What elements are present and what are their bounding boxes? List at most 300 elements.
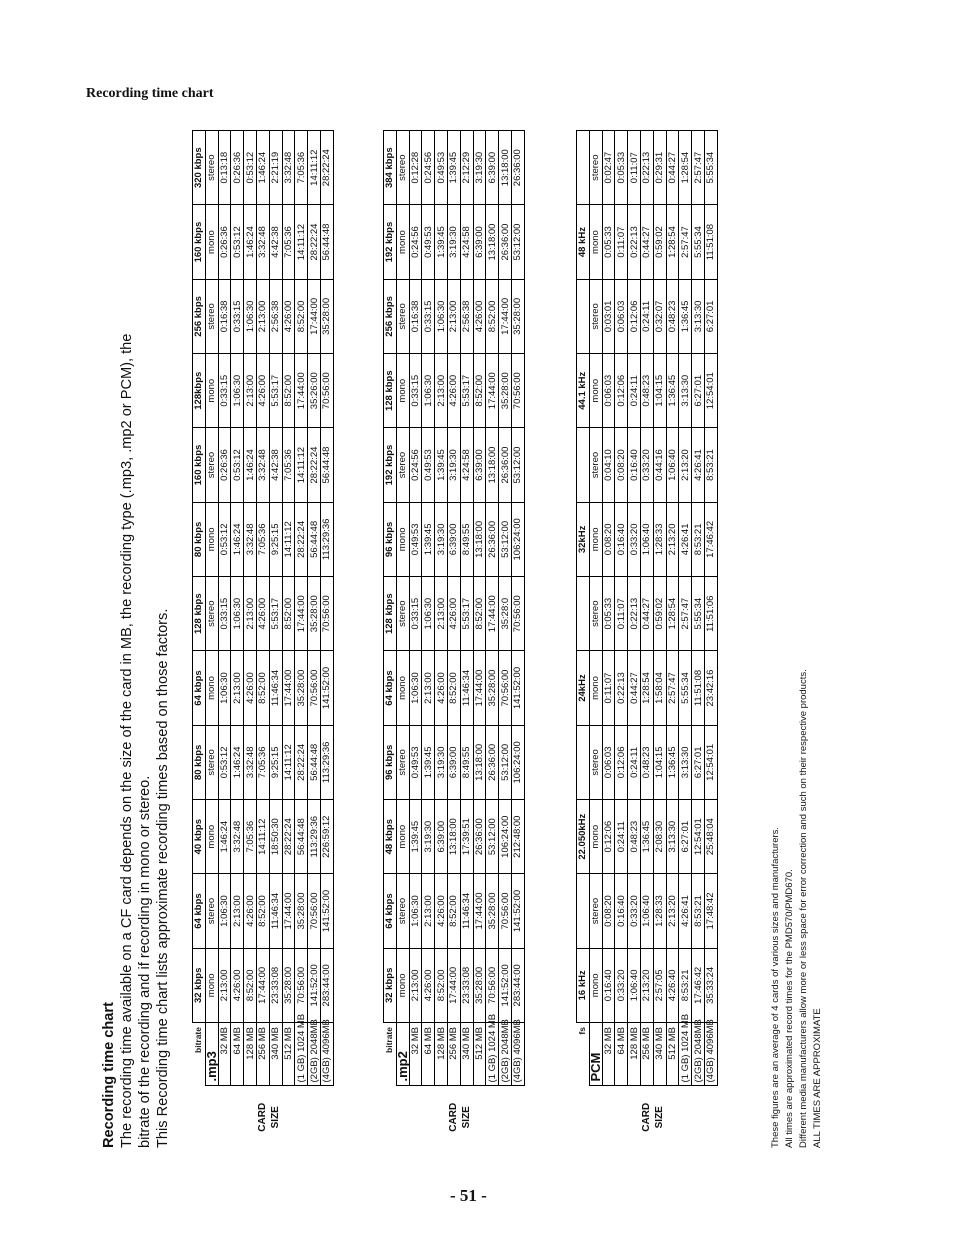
time-cell: 0:33:15 <box>218 354 231 428</box>
card-size-cell <box>435 1086 448 1148</box>
time-cell: 212:48:00 <box>511 800 524 874</box>
spacer-cell <box>193 1086 206 1148</box>
footnote: These figures are an average of 4 cards of various sizes and manufacturers. <box>770 826 781 1148</box>
row-card-size: 32 MB <box>218 1023 231 1087</box>
time-cell: 1:06:30 <box>231 354 244 428</box>
card-size-cell <box>486 1086 499 1148</box>
time-cell: 0:12:28 <box>409 131 422 205</box>
card-size-label: CARD <box>641 1102 653 1132</box>
row-card-size: (2GB) 2048MB <box>692 1023 705 1087</box>
time-cell: 2:13:00 <box>447 279 460 353</box>
card-size-label: SIZE <box>270 1106 282 1129</box>
time-cell: 0:06:03 <box>602 354 615 428</box>
time-cell: 6:39:00 <box>447 502 460 576</box>
time-cell: 2:57:47 <box>666 651 679 725</box>
row-card-size: (2GB) 2048MB <box>499 1023 512 1087</box>
time-cell: 1:36:45 <box>679 279 692 353</box>
channel-header: mono <box>396 651 409 725</box>
column-header: 44.1 kHz <box>577 354 590 428</box>
time-cell: 2:13:00 <box>244 577 257 651</box>
card-size-cell <box>460 1086 473 1148</box>
time-cell: 0:06:03 <box>615 279 628 353</box>
time-cell: 0:24:11 <box>640 279 653 353</box>
time-cell: 0:33:20 <box>615 948 628 1022</box>
time-cell: 0:49:53 <box>422 428 435 502</box>
time-cell: 0:33:15 <box>422 279 435 353</box>
time-cell: 2:13:20 <box>640 948 653 1022</box>
time-cell: 141:52:00 <box>320 874 333 948</box>
card-size-cell <box>409 1086 422 1148</box>
row-card-size: (4GB) 4096MB <box>704 1023 717 1087</box>
time-cell: 35:28:00 <box>320 279 333 353</box>
table-row <box>653 131 666 1149</box>
time-cell: 0:04:10 <box>602 428 615 502</box>
time-cell: 3:32:48 <box>256 205 269 279</box>
time-cell: 8:53:21 <box>704 428 717 502</box>
time-cell: 8:52:00 <box>473 577 486 651</box>
time-cell: 4:26:00 <box>435 651 448 725</box>
channel-header: stereo <box>205 874 218 948</box>
time-cell: 0:11:07 <box>615 577 628 651</box>
time-cell: 3:32:48 <box>256 428 269 502</box>
table-row <box>308 131 321 1149</box>
channel-header: stereo <box>589 577 602 651</box>
time-cell: 1:46:24 <box>244 205 257 279</box>
page-header: Recording time chart <box>86 86 214 101</box>
table-row <box>704 131 717 1149</box>
column-header: 256 kbps <box>384 279 397 353</box>
time-cell: 23:42:16 <box>704 651 717 725</box>
column-header: 32 kbps <box>193 948 206 1022</box>
time-cell: 106:24:00 <box>511 502 524 576</box>
card-size-cell <box>308 1086 321 1148</box>
time-cell: 2:13:00 <box>231 651 244 725</box>
card-size-cell <box>231 1086 244 1148</box>
channel-header: mono <box>205 948 218 1022</box>
time-cell: 6:39:00 <box>447 725 460 799</box>
time-cell: 12:54:01 <box>692 800 705 874</box>
time-cell: 70:56:00 <box>295 948 308 1022</box>
time-cell: 4:24:58 <box>460 205 473 279</box>
time-cell: 1:06:30 <box>422 354 435 428</box>
time-cell: 25:48:04 <box>704 800 717 874</box>
column-header: 320 kbps <box>193 131 206 205</box>
time-cell: 70:56:00 <box>308 651 321 725</box>
time-cell: 4:26:40 <box>666 948 679 1022</box>
time-cell: 0:12:06 <box>628 279 641 353</box>
table-row <box>409 131 422 1149</box>
time-cell: 1:06:30 <box>422 577 435 651</box>
column-header: 64 kbps <box>193 651 206 725</box>
table-row <box>295 131 308 1149</box>
card-size-cell <box>244 1086 257 1148</box>
time-cell: 2:57:05 <box>653 948 666 1022</box>
time-cell: 141:52:00 <box>499 948 512 1022</box>
table-row <box>447 131 460 1149</box>
time-cell: 0:22:13 <box>615 651 628 725</box>
time-cell: 35:28:00 <box>499 354 512 428</box>
time-cell: 2:13:00 <box>244 354 257 428</box>
card-size-cell <box>282 1086 295 1148</box>
time-cell: 6:27:01 <box>692 354 705 428</box>
table-row <box>282 131 295 1149</box>
table-row <box>256 131 269 1149</box>
table-row <box>640 131 653 1149</box>
recording-table-pcm <box>576 130 718 1148</box>
time-cell: 1:06:30 <box>435 279 448 353</box>
time-cell: 0:33:20 <box>628 502 641 576</box>
row-card-size: (4GB) 4096MB <box>511 1023 524 1087</box>
time-cell: 35:28:00 <box>282 948 295 1022</box>
time-cell: 2:13:20 <box>679 428 692 502</box>
row-card-size: 512 MB <box>282 1023 295 1087</box>
channel-header: mono <box>205 502 218 576</box>
time-cell: 1:39:45 <box>422 725 435 799</box>
time-cell: 2:21:19 <box>269 131 282 205</box>
format-label: PCM <box>589 1023 602 1087</box>
time-cell: 8:53:21 <box>692 874 705 948</box>
table-subheader-row <box>396 131 409 1149</box>
time-cell: 0:22:13 <box>628 205 641 279</box>
card-size-cell <box>628 1086 641 1148</box>
time-cell: 6:27:01 <box>704 279 717 353</box>
time-cell: 0:16:40 <box>615 502 628 576</box>
time-cell: 3:13:30 <box>666 800 679 874</box>
time-cell: 1:06:30 <box>244 279 257 353</box>
time-cell: 9:25:15 <box>269 725 282 799</box>
time-cell: 35:28:00 <box>295 651 308 725</box>
row-card-size: 64 MB <box>231 1023 244 1087</box>
column-header: 80 kbps <box>193 725 206 799</box>
table-row <box>628 131 641 1149</box>
time-cell: 1:46:24 <box>256 131 269 205</box>
card-size-label: SIZE <box>654 1106 666 1129</box>
time-cell: 1:04:15 <box>653 354 666 428</box>
time-cell: 17:44:00 <box>295 577 308 651</box>
time-cell: 0:24:56 <box>422 131 435 205</box>
card-size-label: SIZE <box>461 1106 473 1129</box>
time-cell: 70:56:00 <box>308 874 321 948</box>
time-cell: 2:13:00 <box>218 948 231 1022</box>
time-cell: 17:44:00 <box>486 577 499 651</box>
time-cell: 35:33:24 <box>704 948 717 1022</box>
table-header-row <box>384 131 397 1149</box>
table-row <box>244 131 257 1149</box>
time-cell: 3:19:30 <box>435 725 448 799</box>
time-cell: 28:22:24 <box>295 502 308 576</box>
time-cell: 0:49:53 <box>409 725 422 799</box>
time-cell: 13:18:00 <box>447 800 460 874</box>
time-cell: 13:18:00 <box>499 131 512 205</box>
channel-header: stereo <box>205 279 218 353</box>
channel-header: stereo <box>589 279 602 353</box>
spacer-cell <box>589 1086 602 1148</box>
time-cell: 0:08:20 <box>615 428 628 502</box>
time-cell: 1:39:45 <box>409 800 422 874</box>
time-cell: 0:48:23 <box>628 800 641 874</box>
intro-line: bitrate of the recording and if recording in mono or stereo. <box>137 775 153 1148</box>
time-cell: 8:52:00 <box>486 279 499 353</box>
column-header: 96 kbps <box>384 502 397 576</box>
time-cell: 8:52:00 <box>435 948 448 1022</box>
time-cell: 8:53:21 <box>679 948 692 1022</box>
time-cell: 3:32:48 <box>282 131 295 205</box>
channel-header: stereo <box>396 428 409 502</box>
table-row <box>692 131 705 1149</box>
time-cell: 11:46:34 <box>269 651 282 725</box>
time-cell: 5:55:34 <box>704 131 717 205</box>
time-cell: 0:11:07 <box>628 131 641 205</box>
time-cell: 35:28:00 <box>486 651 499 725</box>
column-header: 192 kbps <box>384 205 397 279</box>
time-cell: 1:39:45 <box>435 205 448 279</box>
column-header <box>577 874 590 948</box>
time-cell: 283:44:00 <box>511 948 524 1022</box>
time-cell: 141:52:00 <box>511 651 524 725</box>
table-row <box>615 131 628 1149</box>
table-row <box>499 131 512 1149</box>
time-cell: 106:24:00 <box>499 800 512 874</box>
column-header: 128 kbps <box>384 577 397 651</box>
time-cell: 35:28:00 <box>473 948 486 1022</box>
time-cell: 0:22:13 <box>628 577 641 651</box>
time-cell: 2:57:47 <box>692 131 705 205</box>
time-cell: 3:13:30 <box>679 725 692 799</box>
time-cell: 1:06:30 <box>231 577 244 651</box>
time-cell: 28:22:24 <box>295 725 308 799</box>
spacer-cell <box>384 1086 397 1148</box>
table-row <box>511 131 524 1149</box>
time-cell: 17:44:00 <box>447 948 460 1022</box>
card-size-cell <box>295 1086 308 1148</box>
channel-header: mono <box>205 354 218 428</box>
time-cell: 8:49:55 <box>460 725 473 799</box>
time-cell: 35:28:00 <box>295 874 308 948</box>
row-card-size: (1 GB) 1024 MB <box>679 1023 692 1087</box>
row-card-size: (1 GB) 1024 MB <box>295 1023 308 1087</box>
time-cell: 2:56:38 <box>460 279 473 353</box>
time-cell: 0:13:18 <box>218 131 231 205</box>
intro-line: The recording time available on a CF card depends on the size of the card in MB, the recording type (.mp3, .mp2 or PCM), the <box>119 333 135 1148</box>
card-size-cell <box>473 1086 486 1148</box>
time-cell: 4:26:00 <box>256 577 269 651</box>
time-cell: 35:28:00 <box>486 874 499 948</box>
time-cell: 14:11:12 <box>282 502 295 576</box>
time-cell: 3:13:30 <box>692 279 705 353</box>
time-cell: 0:26:36 <box>218 205 231 279</box>
time-cell: 4:26:00 <box>435 874 448 948</box>
row-card-size: 340 MB <box>653 1023 666 1087</box>
row-card-size: (4GB) 4096MB <box>320 1023 333 1087</box>
time-cell: 17:44:00 <box>282 651 295 725</box>
recording-table-mp2 <box>383 130 525 1148</box>
time-cell: 141:52:00 <box>308 948 321 1022</box>
time-cell: 70:56:00 <box>499 874 512 948</box>
time-cell: 0:05:33 <box>615 131 628 205</box>
time-cell: 6:39:00 <box>473 428 486 502</box>
column-header: 32 kbps <box>384 948 397 1022</box>
column-header: 384 kbps <box>384 131 397 205</box>
channel-header: stereo <box>205 428 218 502</box>
row-card-size: 256 MB <box>640 1023 653 1087</box>
time-cell: 8:52:00 <box>256 651 269 725</box>
time-cell: 1:28:33 <box>653 874 666 948</box>
time-cell: 2:13:20 <box>666 874 679 948</box>
row-card-size: 32 MB <box>409 1023 422 1087</box>
row-card-size: 340 MB <box>460 1023 473 1087</box>
time-cell: 14:11:12 <box>282 725 295 799</box>
card-size-cell <box>640 1086 653 1148</box>
time-cell: 56:44:48 <box>308 725 321 799</box>
row-card-size: 128 MB <box>435 1023 448 1087</box>
card-size-cell <box>447 1086 460 1148</box>
time-cell: 53:12:00 <box>486 800 499 874</box>
time-cell: 6:39:00 <box>435 800 448 874</box>
time-cell: 13:18:00 <box>473 725 486 799</box>
time-cell: 14:11:12 <box>295 428 308 502</box>
table-header-row <box>577 131 590 1149</box>
time-cell: 13:18:00 <box>486 428 499 502</box>
time-cell: 35:28:0 <box>499 577 512 651</box>
spacer-cell <box>396 1086 409 1148</box>
time-cell: 6:39:00 <box>486 131 499 205</box>
table-row <box>422 131 435 1149</box>
column-header: 22.050kHz <box>577 800 590 874</box>
time-cell: 1:06:30 <box>409 651 422 725</box>
time-cell: 8:52:00 <box>282 577 295 651</box>
table-param-label: fs <box>577 1027 588 1035</box>
time-cell: 1:36:45 <box>666 725 679 799</box>
time-cell: 0:16:40 <box>628 428 641 502</box>
channel-header: stereo <box>589 874 602 948</box>
time-cell: 0:16:38 <box>409 279 422 353</box>
time-cell: 3:19:30 <box>447 205 460 279</box>
card-size-cell <box>602 1086 615 1148</box>
table-row <box>269 131 282 1149</box>
time-cell: 8:52:00 <box>447 874 460 948</box>
time-cell: 0:24:11 <box>615 800 628 874</box>
table-subheader-row <box>205 131 218 1149</box>
time-cell: 0:44:27 <box>640 577 653 651</box>
time-cell: 0:24:11 <box>628 725 641 799</box>
row-card-size: 340 MB <box>269 1023 282 1087</box>
spacer-cell <box>577 1086 590 1148</box>
column-header: 64 kbps <box>384 874 397 948</box>
column-header: 32kHz <box>577 502 590 576</box>
time-cell: 3:19:30 <box>422 800 435 874</box>
table-row <box>473 131 486 1149</box>
time-cell: 141:52:00 <box>511 874 524 948</box>
time-cell: 2:13:00 <box>231 874 244 948</box>
channel-header: mono <box>396 502 409 576</box>
time-cell: 11:46:34 <box>460 874 473 948</box>
time-cell: 106:24:00 <box>511 725 524 799</box>
time-cell: 6:27:01 <box>679 800 692 874</box>
time-cell: 113:29:36 <box>320 725 333 799</box>
time-cell: 0:26:36 <box>231 131 244 205</box>
time-cell: 0:08:20 <box>602 502 615 576</box>
time-cell: 70:56:00 <box>320 577 333 651</box>
row-card-size: (2GB) 2048MB <box>308 1023 321 1087</box>
time-cell: 14:11:12 <box>256 800 269 874</box>
table-row <box>320 131 333 1149</box>
time-cell: 4:26:00 <box>422 948 435 1022</box>
card-size-cell <box>256 1086 269 1148</box>
time-cell: 7:05:36 <box>256 502 269 576</box>
footnote: ALL TIMES ARE APPROXIMATE <box>812 1008 823 1148</box>
channel-header: stereo <box>396 725 409 799</box>
time-cell: 28:22:24 <box>320 131 333 205</box>
time-cell: 0:48:23 <box>666 279 679 353</box>
card-size-cell <box>704 1086 717 1148</box>
time-cell: 3:13:30 <box>679 354 692 428</box>
time-cell: 283:44:00 <box>320 948 333 1022</box>
intro-section <box>100 128 172 1148</box>
time-cell: 0:33:15 <box>231 279 244 353</box>
channel-header: stereo <box>396 577 409 651</box>
time-cell: 53:12:00 <box>511 428 524 502</box>
time-cell: 13:18:00 <box>473 502 486 576</box>
time-cell: 0:16:40 <box>615 874 628 948</box>
time-cell: 8:52:00 <box>473 354 486 428</box>
time-cell: 35:26:00 <box>308 354 321 428</box>
column-header: 16 kHz <box>577 948 590 1022</box>
time-cell: 0:53:12 <box>218 502 231 576</box>
time-cell: 1:39:45 <box>435 428 448 502</box>
time-cell: 2:12:29 <box>460 131 473 205</box>
time-cell: 70:56:00 <box>486 948 499 1022</box>
time-cell: 70:56:00 <box>511 354 524 428</box>
column-header <box>577 279 590 353</box>
card-size-cell <box>653 1086 666 1148</box>
table-row <box>679 131 692 1149</box>
card-size-label: CARD <box>257 1102 269 1132</box>
time-cell: 0:33:15 <box>218 577 231 651</box>
time-cell: 0:33:15 <box>409 577 422 651</box>
time-cell: 4:42:38 <box>269 205 282 279</box>
time-cell: 9:25:15 <box>269 502 282 576</box>
time-cell: 2:13:00 <box>256 279 269 353</box>
time-cell: 7:05:36 <box>256 725 269 799</box>
row-card-size: 512 MB <box>473 1023 486 1087</box>
intro-title: Recording time chart <box>101 1002 117 1148</box>
time-cell: 26:36:00 <box>486 725 499 799</box>
spacer-cell <box>205 1086 218 1148</box>
footnotes <box>769 669 825 1148</box>
time-cell: 1:06:30 <box>409 874 422 948</box>
time-cell: 7:05:36 <box>295 131 308 205</box>
time-cell: 17:44:00 <box>282 874 295 948</box>
time-cell: 3:19:30 <box>435 502 448 576</box>
time-cell: 56:44:48 <box>308 502 321 576</box>
channel-header: mono <box>589 502 602 576</box>
time-cell: 1:28:54 <box>666 205 679 279</box>
time-cell: 1:46:24 <box>231 725 244 799</box>
recording-table-mp3 <box>192 130 334 1148</box>
table-row <box>486 131 499 1149</box>
time-cell: 0:12:06 <box>602 800 615 874</box>
time-cell: 0:44:16 <box>653 428 666 502</box>
table-row <box>666 131 679 1149</box>
time-cell: 0:06:03 <box>602 725 615 799</box>
time-cell: 2:08:30 <box>653 800 666 874</box>
channel-header: mono <box>396 354 409 428</box>
time-cell: 0:49:53 <box>409 502 422 576</box>
time-cell: 3:19:30 <box>447 428 460 502</box>
time-cell: 0:16:38 <box>218 279 231 353</box>
time-cell: 6:27:01 <box>692 725 705 799</box>
time-cell: 0:49:53 <box>435 131 448 205</box>
